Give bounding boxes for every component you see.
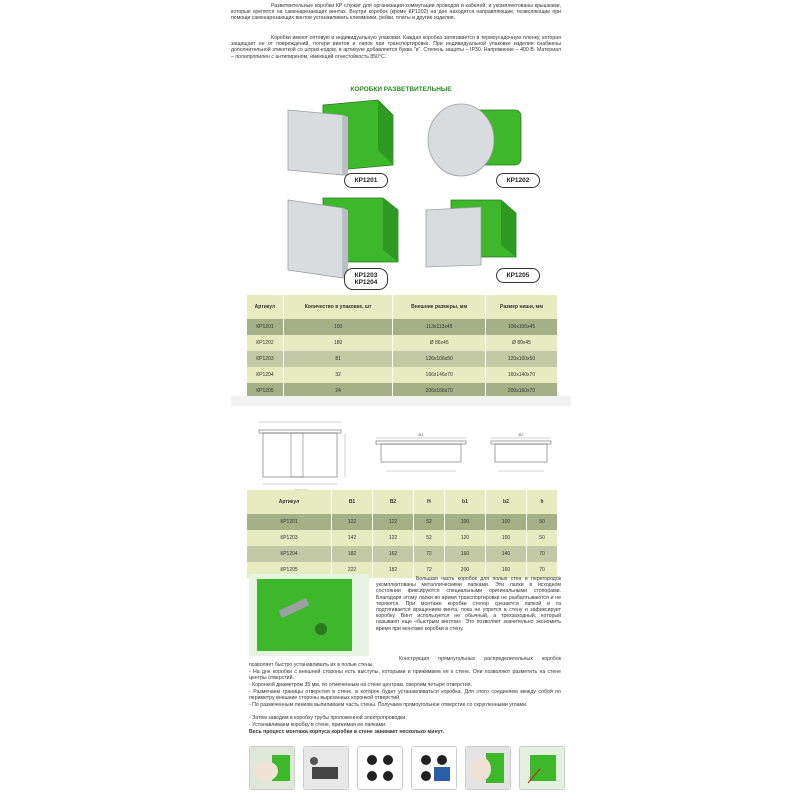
table-header: Артикул bbox=[247, 490, 332, 514]
construction-step-6: - Устанавливаем коробку в стене, прижимая ее лапками. bbox=[249, 722, 387, 728]
intro-paragraph-1: Разветвительные коробки КР служат для организации коммутации проводов и кабелей, и укомплектованы крышками, которые крепятся на самонарезающих винтах. Внутри коробок (кроме КР1202) на дне находятся направляющие, позволяющие при помощи самонарезающих винтов устанавливать клеммники, рейки, платы и другие изделия. bbox=[231, 3, 561, 22]
product-label-kp1201: КР1201 bbox=[344, 173, 388, 188]
step-photo-5 bbox=[465, 746, 511, 790]
table-header: Внешние размеры, мм bbox=[393, 295, 486, 319]
construction-final: Весь процесс монтажа корпуса коробки в стене занимает несколько минут. bbox=[249, 729, 445, 735]
table-cell: 52 bbox=[414, 530, 445, 546]
page-separator bbox=[231, 396, 571, 406]
product-image-kp1202 bbox=[421, 100, 531, 180]
table-cell: 160 bbox=[444, 546, 485, 562]
step-photo-3 bbox=[357, 746, 403, 790]
table-cell: КР1204 bbox=[247, 546, 332, 562]
table-row bbox=[247, 335, 558, 351]
product-label-kp1203-kp1204: КР1203 КР1204 bbox=[344, 268, 388, 290]
mounting-description: Большая часть коробок для полых стен и перегородок укомплектованы металлическими лапками. Эти лапки в исходном состоянии фиксируются специальными оригинальными стопорами. Благодаря этому лапки во время транспортировки не разбалтываются и не теряются. При монтаже коробки стопор срезается лапкой и та подтягивается вращением винта, пока не упрется в стену и зафиксирует коробку. Винт используется не обычный, а трехзаходный, который называют еще «быстрым винтом». Это позволяет значительно экономить время при монтаже коробки в стену. bbox=[376, 576, 561, 632]
table-cell: 120 bbox=[444, 530, 485, 546]
table-row bbox=[247, 514, 558, 530]
table-cell: Ø 86х45 bbox=[393, 335, 486, 351]
table-cell: 100 bbox=[485, 514, 526, 530]
table-cell: 182 bbox=[332, 546, 373, 562]
table-cell: 100 bbox=[283, 319, 392, 335]
table-row bbox=[247, 367, 558, 383]
table-header-row bbox=[247, 295, 558, 319]
table-cell: 140 bbox=[485, 546, 526, 562]
construction-step-4: - По размеченным линиям выпиливаем часть стены. Получаем прямоугольное отверстие со скругленными углами. bbox=[249, 702, 528, 708]
table-header: B1 bbox=[332, 490, 373, 514]
table-cell: 120х100х50 bbox=[486, 351, 558, 367]
construction-step-3: - Размечаем границы отверстия в стене, в которое будет устанавливаться коробка. Для этого соединяем между собой по периметру внешние стороны вырезанных коронкой отверстий. bbox=[249, 689, 561, 702]
step-photo-2 bbox=[303, 746, 349, 790]
step-photo-6 bbox=[519, 746, 565, 790]
table-header: b2 bbox=[485, 490, 526, 514]
table-cell: 70 bbox=[526, 546, 557, 562]
packaging-table bbox=[246, 295, 558, 399]
table-header: Количество в упаковке, шт bbox=[283, 295, 392, 319]
catalog-page bbox=[231, 0, 571, 395]
table-row bbox=[247, 351, 558, 367]
construction-step-2: - Коронкой диаметром 35 мм, по отмеченным на стене центрам, сверлим четыре отверстия. bbox=[249, 682, 473, 688]
table-cell: 180 bbox=[283, 335, 392, 351]
mounting-photo bbox=[249, 574, 369, 656]
step-photo-1 bbox=[249, 746, 295, 790]
table-cell: КР1205 bbox=[247, 383, 284, 399]
table-cell: 100 bbox=[485, 530, 526, 546]
table-cell: 106х106х45 bbox=[486, 319, 558, 335]
table-cell: 182 bbox=[373, 562, 414, 578]
technical-drawing-b2 bbox=[486, 431, 556, 481]
table-cell: КР1203 bbox=[247, 351, 284, 367]
drawing-label-b2: В2 bbox=[518, 432, 524, 437]
construction-step-1: - На дне коробки с внешней стороны есть выступы, которыми и прижимаем ее к стене. Они позволяют разметить на стене центры отверстий. bbox=[249, 669, 561, 682]
intro-paragraph-2: Коробки имеют оптовую и индивидуальную упаковки. Каждая коробка затягивается в термоусадочную пленку, которая защищает ее от повреждений, потери винтов и лапок при транспортировке. При индивидуальной упаковке изделия снабжены дополнительной этикеткой со штрих-кодом, в артикуле добавляется буква "и". Степень защиты – IP30. Напряжение – 400 В. Материал – полипропилен с антипиреном, имеющий огнестойкость 850°С. bbox=[231, 35, 561, 60]
table-cell: 72 bbox=[414, 546, 445, 562]
table-cell: 122 bbox=[332, 514, 373, 530]
table-cell: КР1204 bbox=[247, 367, 284, 383]
construction-intro: Конструкция прямоугольных распределительных коробок позволяет быстро устанавливать их в полые стены. bbox=[249, 656, 561, 669]
technical-drawing-kp1202 bbox=[251, 414, 346, 494]
table-cell: КР1205 bbox=[247, 562, 332, 578]
table-cell: 200х160х70 bbox=[486, 383, 558, 399]
table-cell: КР1203 bbox=[247, 530, 332, 546]
table-cell: 222 bbox=[332, 562, 373, 578]
table-cell: 126х106х50 bbox=[393, 351, 486, 367]
table-header: h bbox=[526, 490, 557, 514]
table-cell: 206х166х70 bbox=[393, 383, 486, 399]
table-cell: 160 bbox=[485, 562, 526, 578]
product-label-kp1205: КР1205 bbox=[496, 268, 540, 283]
section-title: КОРОБКИ РАЗВЕТВИТЕЛЬНЫЕ bbox=[350, 86, 452, 93]
table-header: b1 bbox=[444, 490, 485, 514]
table-row bbox=[247, 530, 558, 546]
table-header: B2 bbox=[373, 490, 414, 514]
table-cell: 100 bbox=[444, 514, 485, 530]
table-cell: 52 bbox=[414, 514, 445, 530]
table-cell: 162 bbox=[373, 546, 414, 562]
table-cell: 166х146х70 bbox=[393, 367, 486, 383]
table-cell: 32 bbox=[283, 367, 392, 383]
table-cell: 72 bbox=[414, 562, 445, 578]
table-header: H bbox=[414, 490, 445, 514]
construction-step-5: - Затем заводим в коробку трубы проложенной электропроводки. bbox=[249, 715, 407, 721]
table-cell: КР1202 bbox=[247, 335, 284, 351]
table-cell: 50 bbox=[526, 514, 557, 530]
table-cell: 24 bbox=[283, 383, 392, 399]
catalog-page-bottom bbox=[231, 406, 571, 800]
table-cell: КР1201 bbox=[247, 319, 284, 335]
table-cell: 200 bbox=[444, 562, 485, 578]
dimensions-table bbox=[246, 490, 558, 578]
product-image-kp1205 bbox=[421, 195, 541, 275]
step-photo-4 bbox=[411, 746, 457, 790]
table-row bbox=[247, 546, 558, 562]
table-cell: 122 bbox=[373, 514, 414, 530]
table-cell: 81 bbox=[283, 351, 392, 367]
table-header: Артикул bbox=[247, 295, 284, 319]
table-cell: 50 bbox=[526, 530, 557, 546]
table-cell: 122 bbox=[373, 530, 414, 546]
table-header-row bbox=[247, 490, 558, 514]
table-cell: Ø 80х45 bbox=[486, 335, 558, 351]
table-cell: 160х140х70 bbox=[486, 367, 558, 383]
table-row bbox=[247, 319, 558, 335]
table-cell: 70 bbox=[526, 562, 557, 578]
table-cell: КР1201 bbox=[247, 514, 332, 530]
table-cell: 142 bbox=[332, 530, 373, 546]
drawing-label-b1: В1 bbox=[418, 432, 424, 437]
table-header: Размер ниши, мм bbox=[486, 295, 558, 319]
table-cell: 113х113х45 bbox=[393, 319, 486, 335]
technical-drawing-b1 bbox=[371, 431, 471, 481]
product-label-kp1202: КР1202 bbox=[496, 173, 540, 188]
